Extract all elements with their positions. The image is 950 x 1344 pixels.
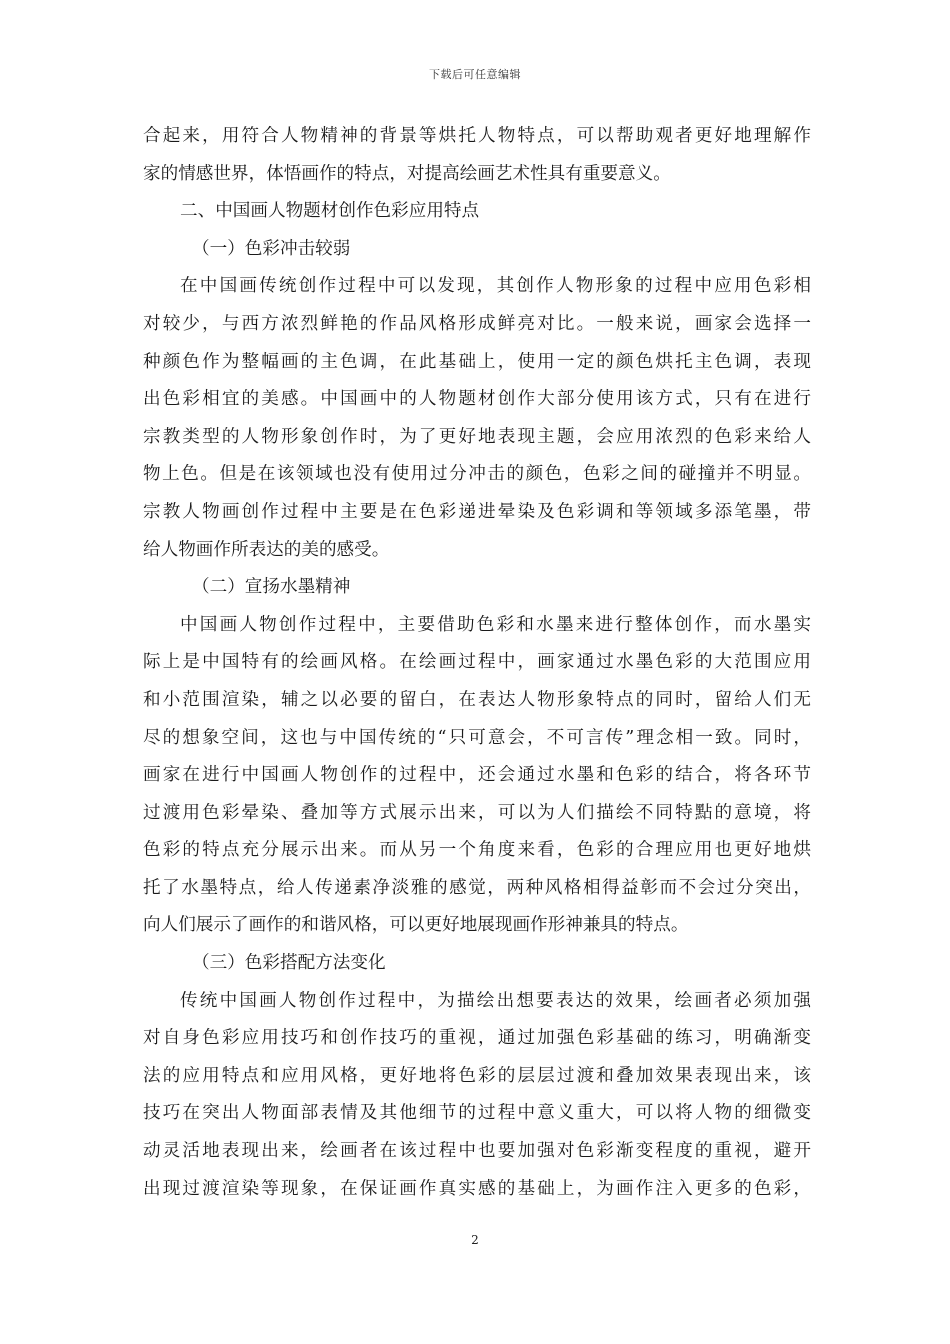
body-line: 色彩的特点充分展示出来。而从另一个角度来看，色彩的合理应用也更好地烘: [143, 840, 811, 861]
body-line: 合起来，用符合人物精神的背景等烘托人物特点，可以帮助观者更好地理解作: [143, 126, 811, 146]
page-number: 2: [471, 1233, 479, 1247]
body-line: 技巧在突出人物面部表情及其他细节的过程中意义重大，可以将人物的细微变: [143, 1103, 811, 1124]
body-line: 宗教类型的人物形象创作时，为了更好地表现主题，会应用浓烈的色彩来给人: [143, 426, 811, 447]
page-header-note: 下载后可任意编辑: [429, 68, 521, 81]
body-line: 和小范围渲染，辅之以必要的留白，在表达人物形象特点的同时，留给人们无: [143, 689, 811, 710]
body-line: 动灵活地表现出来，绘画者在该过程中也要加强对色彩渐变程度的重视，避开: [143, 1141, 811, 1162]
body-line: 过渡用色彩晕染、叠加等方式展示出来，可以为人们描绘不同特點的意境，将: [143, 802, 811, 823]
body-line: 向人们展示了画作的和谐风格，可以更好地展现画作形神兼具的特点。: [143, 915, 689, 936]
body-line: 托了水墨特点，给人传递素净淡雅的感觉，两种风格相得益彰而不会过分突出，: [143, 877, 811, 898]
body-line: 出色彩相宜的美感。中国画中的人物题材创作大部分使用该方式，只有在进行: [143, 389, 811, 410]
body-line: 宗教人物画创作过程中主要是在色彩递进晕染及色彩调和等领域多添笔墨，带: [143, 501, 811, 522]
body-line: 尽的想象空间，这也与中国传统的“只可意会，不可言传”理念相一致。同时，: [143, 727, 811, 748]
body-line: 对自身色彩应用技巧和创作技巧的重视，通过加强色彩基础的练习，明确渐变: [143, 1028, 811, 1049]
document-body: [143, 118, 811, 1208]
body-line: 际上是中国特有的绘画风格。在绘画过程中，画家通过水墨色彩的大范围应用: [143, 652, 811, 673]
body-line: 画家在进行中国画人物创作的过程中，还会通过水墨和色彩的结合，将各环节: [143, 765, 811, 786]
body-line: 在中国画传统创作过程中可以发现，其创作人物形象的过程中应用色彩相: [180, 276, 811, 297]
body-line: 给人物画作所表达的美的感受。: [143, 539, 390, 560]
body-line: 中国画人物创作过程中，主要借助色彩和水墨来进行整体创作，而水墨实: [180, 614, 811, 635]
body-line: 法的应用特点和应用风格，更好地将色彩的层层过渡和叠加效果表现出来，该: [143, 1065, 811, 1086]
body-line: 种颜色作为整幅画的主色调，在此基础上，使用一定的颜色烘托主色调，表现: [143, 351, 811, 372]
body-line: 家的情感世界，体悟画作的特点，对提高绘画艺术性具有重要意义。: [143, 163, 671, 184]
body-line: 物上色。但是在该领域也没有使用过分冲击的颜色，色彩之间的碰撞并不明显。: [143, 464, 811, 485]
subsection-heading: （一）色彩冲击较弱: [192, 238, 351, 259]
body-line: 出现过渡渲染等现象，在保证画作真实感的基础上，为画作注入更多的色彩，: [143, 1178, 811, 1199]
subsection-heading: （三）色彩搭配方法变化: [192, 953, 386, 974]
section-heading: 二、中国画人物题材创作色彩应用特点: [180, 201, 480, 222]
subsection-heading: （二）宣扬水墨精神: [192, 577, 351, 598]
body-line: 对较少，与西方浓烈鲜艳的作品风格形成鲜亮对比。一般来说，画家会选择一: [143, 313, 811, 334]
body-line: 传统中国画人物创作过程中，为描绘出想要表达的效果，绘画者必须加强: [180, 990, 811, 1011]
